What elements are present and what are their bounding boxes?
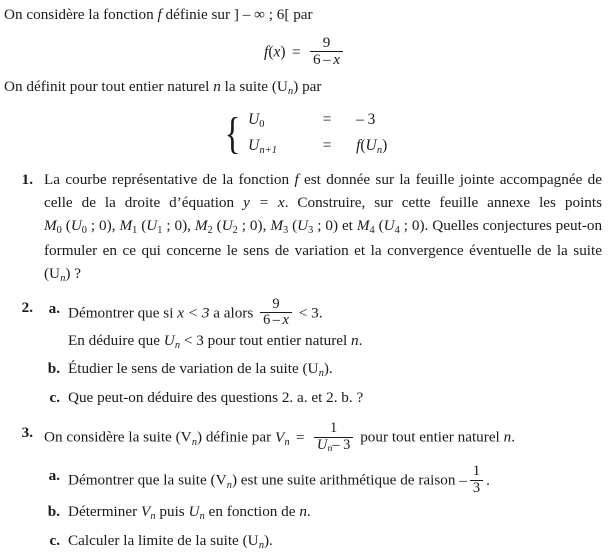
- equation-equals-sign: =: [291, 43, 301, 61]
- system-row-0-left: [248, 108, 310, 133]
- q3a-raison-denominator: 3: [470, 480, 483, 497]
- q3c-text-1: Calculer la limite de la suite (U: [68, 531, 259, 549]
- fraction-1-over-un-minus-3: [314, 421, 354, 455]
- q3a-raison-numerator: 1: [472, 463, 481, 480]
- q3b-v-subscript: n: [150, 511, 156, 523]
- points-sep-3: ,: [262, 217, 271, 235]
- point-m3-arg-tail: ; 0): [313, 217, 339, 235]
- point-m1-arg-subscript: 1: [157, 225, 163, 237]
- point-m2-arg-tail: ; 0): [237, 217, 263, 235]
- point-m2-arg-subscript: 2: [232, 225, 238, 237]
- q3b-un: [188, 503, 205, 523]
- questions-list: [0, 168, 610, 553]
- q2a-text-1: Démontrer que si: [68, 304, 174, 322]
- equation-lhs-variable: x: [273, 43, 281, 61]
- intro-line-2-text-before: On définit pour tout entier naturel: [4, 77, 210, 95]
- question-3-item-a-body: [68, 464, 602, 496]
- intro-line-1: [0, 0, 610, 26]
- question-3-marker: 3.: [21, 424, 33, 442]
- q1-text-5: ) ?: [65, 265, 81, 283]
- question-3-item-c-body: [68, 529, 602, 553]
- system-row-1-arg-u: U: [365, 137, 377, 155]
- q3-den-u-subscript: n: [327, 443, 333, 455]
- q2a-den-six: 6: [263, 312, 271, 329]
- q3-fraction-numerator: 1: [329, 420, 338, 437]
- intro-line-1-text-after: définie sur ] – ∞ ; 6[ par: [165, 6, 313, 23]
- q2a-l2-u: U: [163, 331, 175, 349]
- question-2-item-a-marker: a.: [48, 299, 60, 317]
- denominator-minus: –: [323, 51, 331, 69]
- q2a-l2-u-subscript: n: [174, 339, 181, 351]
- point-m1-arg-tail: ; 0): [162, 217, 188, 235]
- question-3c-line: [68, 529, 602, 553]
- question-2c-line: Que peut-on déduire des questions 2. a. et 2. b. ?: [68, 389, 364, 407]
- question-2-body: [44, 296, 610, 409]
- question-2b-line: [68, 357, 602, 382]
- index-symbol-n: n: [213, 77, 221, 95]
- system-row-1-right: [344, 134, 387, 159]
- point-m0-arg: U: [70, 217, 82, 235]
- question-3-item-a-marker: a.: [48, 467, 60, 485]
- question-2-item-a-body: [68, 297, 602, 354]
- q1-line-equation: y = x: [243, 194, 285, 212]
- question-1-marker: 1.: [21, 171, 33, 189]
- q2a-fraction-numerator: 9: [272, 295, 280, 312]
- q3c-text-2: ).: [263, 531, 273, 549]
- point-m1-arg: U: [146, 217, 158, 235]
- system-row-1-arg-close: ): [382, 137, 388, 155]
- point-m4-arg: U: [383, 217, 395, 235]
- question-1: [0, 168, 610, 287]
- system-row-0-subscript: 0: [259, 119, 265, 131]
- intro-line-2: [0, 73, 610, 100]
- denominator-six: 6: [313, 51, 321, 69]
- question-3-item-b: [44, 500, 602, 525]
- q3b-text-1: Déterminer: [68, 503, 138, 521]
- q2a-den-x: x: [282, 312, 289, 329]
- point-m1-label: M: [119, 217, 133, 235]
- points-sep-4: et: [338, 217, 357, 235]
- question-3-lead: [44, 421, 602, 455]
- display-equation-fx: f(x) = $\frac{9}{6 - x}$: [0, 26, 610, 73]
- q2a-l2-text-3: .: [358, 331, 363, 349]
- system-row-0-right: – 3: [356, 111, 376, 129]
- point-m0-arg-subscript: 0: [81, 225, 87, 237]
- function-symbol-f: f: [157, 6, 162, 23]
- q2a-text-3: < 3.: [298, 304, 323, 322]
- fraction-numerator: 9: [322, 34, 331, 52]
- q3a-text-1: Démontrer que la suite (V: [68, 471, 227, 489]
- question-2-item-b-body: [68, 357, 602, 382]
- question-2-item-c: [44, 386, 602, 409]
- point-m4: M4 (U4 ; 0): [356, 217, 425, 237]
- system-row-1-left: [248, 134, 310, 159]
- q2b-text-1: Étudier le sens de variation de la suite (U: [68, 360, 319, 378]
- question-3-sublist: [44, 464, 602, 553]
- q3-v-subscript: n: [284, 436, 290, 448]
- q3-lead-subscript-1: n: [191, 436, 197, 448]
- q1-text-2: est donnée sur la feuille jointe accompagnée de celle de la droite d’équation: [44, 171, 602, 212]
- point-m4-label: M: [356, 217, 370, 235]
- q2a-fraction-denominator: [260, 312, 292, 329]
- question-2-item-c-marker: c.: [49, 389, 60, 407]
- question-3-item-c-marker: c.: [49, 531, 60, 549]
- system-row-1-arg-open: (: [360, 137, 366, 155]
- q3b-text-2: puis: [159, 503, 185, 521]
- question-3: [0, 421, 610, 553]
- fraction-one-third: [470, 464, 483, 496]
- point-m3-label: M: [270, 217, 283, 235]
- q3c-subscript: n: [258, 539, 264, 551]
- question-2-item-b-marker: b.: [47, 360, 60, 378]
- q1-text-4: Quelles conjectures peut-on formuler en ce qui concerne le sens de variation et la convergence éventuelle de la suite (U: [44, 217, 603, 283]
- question-2a-line-2: [68, 329, 602, 354]
- question-2: [0, 296, 610, 409]
- q3-den-tail: – 3: [332, 436, 351, 453]
- fraction-9-over-6-minus-x-inline: [260, 297, 292, 329]
- point-m2-label: M: [194, 217, 208, 235]
- q3a-text-3: .: [486, 471, 490, 489]
- q3a-raison-minus: –: [459, 471, 467, 489]
- system-row-1-f: f: [356, 137, 361, 155]
- sequence-u-close: ) par: [293, 77, 322, 95]
- left-brace-icon: {: [224, 108, 241, 158]
- fraction-9-over-6-minus-x: [310, 35, 343, 69]
- point-m3-arg: U: [297, 217, 309, 235]
- q3a-subscript: n: [226, 479, 232, 491]
- point-m1-subscript: 1: [132, 225, 138, 237]
- q3b-u: U: [188, 503, 200, 521]
- point-m4-arg-subscript: 4: [394, 225, 400, 237]
- question-2-marker: 2.: [21, 298, 33, 316]
- q3-lead-n: n: [503, 428, 512, 446]
- q3-vn: [275, 429, 290, 446]
- q3b-text-4: .: [306, 503, 311, 521]
- question-2-item-a: [44, 297, 602, 354]
- q1-text-1: La courbe représentative de la fonction: [44, 171, 290, 189]
- point-m3-subscript: 3: [282, 225, 289, 237]
- q2a-l2-text-1: En déduire que: [68, 331, 160, 349]
- point-m0-label: M: [44, 217, 57, 235]
- q2a-l2-text-2: < 3 pour tout entier naturel: [183, 331, 348, 349]
- system-row-0-equals: =: [322, 111, 332, 129]
- question-2-item-c-body: [68, 386, 602, 409]
- question-2-item-b: [44, 357, 602, 382]
- q2a-l2-un: [164, 332, 180, 349]
- system-of-equations: [222, 99, 610, 165]
- q3-lead-text-3: pour tout entier naturel: [360, 428, 500, 446]
- points-end: .: [424, 217, 429, 235]
- points-sep-1: ,: [111, 217, 120, 235]
- sequence-u-open: la suite (U: [224, 77, 288, 95]
- points-sep-2: ,: [187, 217, 195, 235]
- q1-text-3: . Construire, sur cette feuille annexe les points: [284, 194, 603, 212]
- q3-equals: =: [295, 428, 305, 446]
- intro-line-1-text-before: On considère la fonction: [4, 6, 154, 23]
- q2b-text-2: ).: [323, 360, 333, 378]
- point-m2-arg: U: [221, 217, 233, 235]
- question-3-item-b-body: [68, 500, 602, 525]
- question-2-sublist: [44, 297, 602, 409]
- question-1-paragraph: [44, 168, 602, 287]
- q2b-subscript: n: [318, 368, 324, 380]
- question-3a-line: [68, 464, 602, 496]
- q3-den-u: U: [316, 436, 328, 453]
- denominator-x: x: [333, 51, 340, 69]
- point-m3-arg-subscript: 3: [308, 225, 314, 237]
- point-m1: M1 (U1 ; 0): [119, 217, 188, 237]
- q3-fraction-denominator: [314, 437, 354, 455]
- sequence-u-subscript: n: [288, 85, 294, 97]
- q3-lead-text-4: .: [511, 428, 515, 446]
- question-1-body: [44, 168, 610, 287]
- q3b-text-3: en fonction de: [208, 503, 296, 521]
- question-3-body: [44, 421, 610, 553]
- q2a-text-2: a alors: [213, 304, 254, 322]
- point-m4-subscript: 4: [369, 225, 375, 237]
- question-2a-line-1: [68, 297, 602, 329]
- system-row-1-arg-subscript: n: [376, 145, 383, 157]
- system-row-1-equals: =: [322, 137, 332, 155]
- q3a-text-2: ) est une suite arithmétique de raison: [231, 471, 456, 489]
- q3-lead-text-2: ) définie par: [196, 428, 272, 446]
- point-m2: M2 (U2 ; 0): [194, 217, 263, 237]
- intro-line-2-sequence: [225, 78, 322, 95]
- q3b-v: V: [140, 503, 151, 521]
- q3a-raison: [459, 463, 490, 496]
- point-m0-arg-tail: ; 0): [86, 217, 112, 235]
- question-3b-line: [68, 500, 602, 525]
- q2a-den-minus: –: [272, 312, 281, 329]
- point-m4-arg-tail: ; 0): [399, 217, 425, 235]
- q2a-l2-n: n: [351, 331, 359, 349]
- point-m3: M3 (U3 ; 0): [270, 217, 339, 237]
- q3b-u-subscript: n: [199, 511, 205, 523]
- fraction-denominator: [310, 51, 343, 68]
- question-3-item-b-marker: b.: [47, 503, 60, 521]
- point-m0: M0 (U0 ; 0): [44, 217, 112, 237]
- q3-v: V: [275, 428, 285, 446]
- question-3-item-a: [44, 464, 602, 496]
- q2a-inequality-x: x < 3: [177, 304, 210, 322]
- question-3-item-c: [44, 529, 602, 553]
- q3-lead-text-1: On considère la suite (V: [44, 428, 192, 446]
- system-row-1-subscript: n+1: [259, 145, 277, 157]
- system-row-0-u: U: [248, 111, 260, 129]
- q3b-vn: [140, 503, 156, 523]
- point-m0-subscript: 0: [56, 225, 62, 237]
- q1-function-f: f: [294, 171, 299, 189]
- point-m2-subscript: 2: [207, 225, 213, 237]
- system-row-1-u: U: [248, 137, 260, 155]
- q3b-n: n: [299, 503, 307, 521]
- q1-text-4-subscript: n: [60, 272, 66, 284]
- equation-lhs-f: f: [264, 43, 269, 61]
